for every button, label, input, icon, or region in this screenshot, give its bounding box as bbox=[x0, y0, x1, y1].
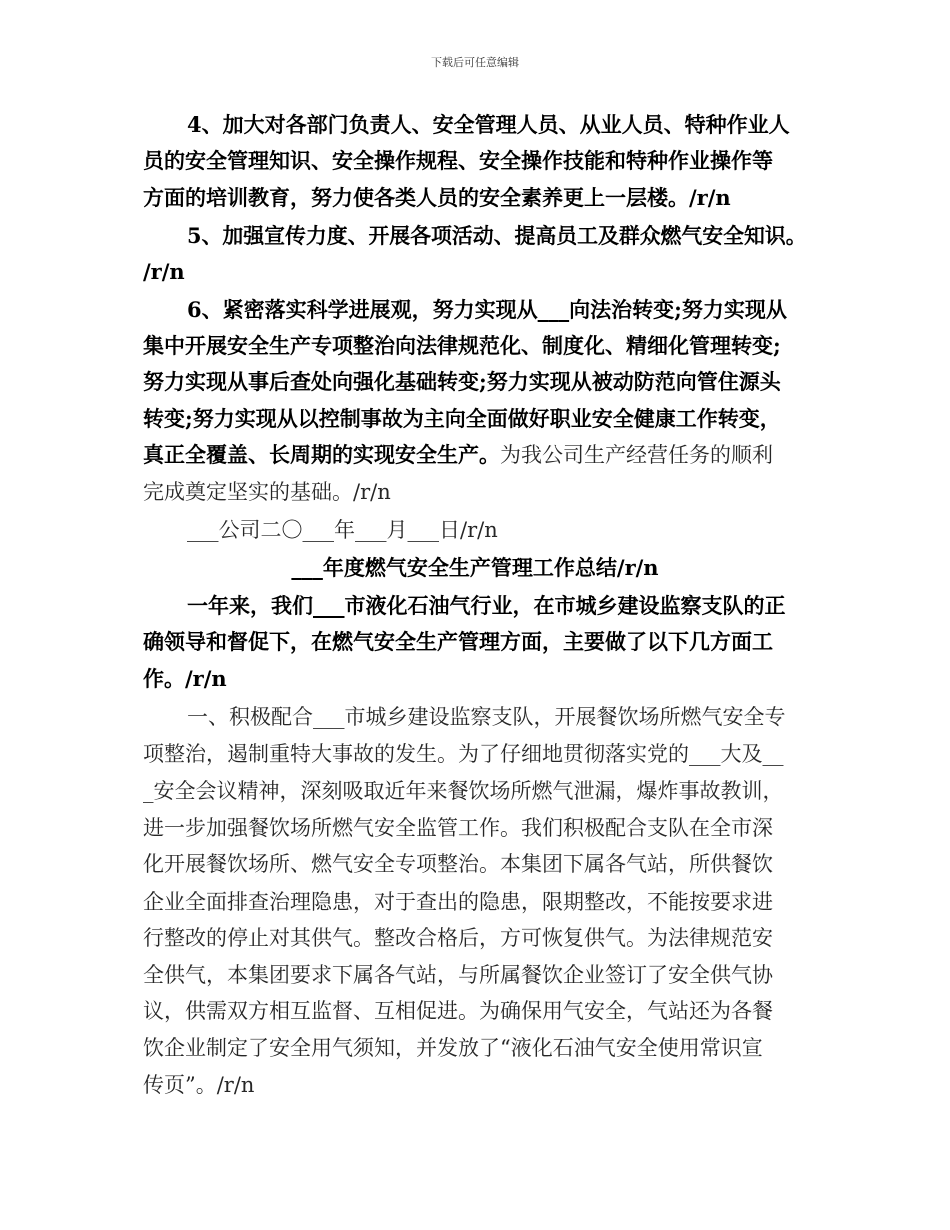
text-line-content: 企业全面排查治理隐患，对于查出的隐患，限期整改，不能按要求进 bbox=[143, 890, 773, 914]
text-line-content: 传页”。/r/n bbox=[143, 1073, 255, 1097]
text-line bbox=[143, 180, 731, 216]
text-line-content: 努力实现从事后查处向强化基础转变;努力实现从被动防范向管住源头 bbox=[143, 369, 781, 394]
text-line bbox=[143, 364, 781, 400]
text-line-content: ___年度燃气安全生产管理工作总结/r/n bbox=[291, 555, 659, 580]
text-line bbox=[187, 292, 787, 328]
text-line-content: 化开展餐饮场所、燃气安全专项整治。本集团下属各气站，所供餐饮 bbox=[143, 852, 773, 876]
text-line bbox=[187, 218, 807, 254]
text-line-content: 方面的培训教育，努力使各类人员的安全素养更上一层楼。/r/n bbox=[143, 185, 731, 210]
text-line-content: 确领导和督促下，在燃气安全生产管理方面，主要做了以下几方面工 bbox=[143, 629, 773, 654]
text-line-content: _安全会议精神，深刻吸取近年来餐饮场所燃气泄漏，爆炸事故教训， bbox=[143, 779, 784, 803]
text-line bbox=[143, 254, 185, 290]
text-line-content: 真正全覆盖、长周期的实现安全生产。 bbox=[143, 442, 500, 467]
text-line bbox=[143, 437, 773, 473]
text-line-content: 项整治，遏制重特大事故的发生。为了仔细地贯彻落实党的___大及__ bbox=[143, 742, 784, 766]
text-line-content: 6、紧密落实科学进展观，努力实现从___向法治转变;努力实现从 bbox=[187, 297, 787, 322]
text-line bbox=[143, 846, 773, 882]
text-line-content: 全供气，本集团要求下属各气站，与所属餐饮企业签订了安全供气协 bbox=[143, 963, 773, 987]
text-line-tail: 为我公司生产经营任务的顺利 bbox=[500, 443, 773, 467]
text-line-content: 完成奠定坚实的基础。/r/n bbox=[143, 480, 391, 504]
text-line bbox=[143, 1067, 254, 1103]
text-line bbox=[143, 957, 773, 993]
text-line bbox=[143, 773, 784, 809]
text-line-content: 一、积极配合___市城乡建设监察支队，开展餐饮场所燃气安全专 bbox=[187, 705, 786, 729]
text-line bbox=[143, 810, 773, 846]
text-line bbox=[187, 588, 786, 624]
text-line bbox=[187, 699, 786, 735]
text-line bbox=[143, 884, 773, 920]
text-line-content: 集中开展安全生产专项整治向法律规范化、制度化、精细化管理转变; bbox=[143, 333, 781, 358]
text-line-content: 议，供需双方相互监督、互相促进。为确保用气安全，气站还为各餐 bbox=[143, 999, 773, 1023]
text-line bbox=[143, 736, 784, 772]
text-line-content: 4、加大对各部门负责人、安全管理人员、从业人员、特种作业人 bbox=[187, 112, 790, 137]
text-line-content: /r/n bbox=[143, 259, 185, 284]
text-line bbox=[0, 550, 950, 586]
text-line bbox=[143, 993, 773, 1029]
text-line-content: 行整改的停止对其供气。整改合格后，方可恢复供气。为法律规范安 bbox=[143, 926, 773, 950]
text-line bbox=[143, 1030, 763, 1066]
text-line bbox=[187, 107, 790, 143]
text-line-content: 员的安全管理知识、安全操作规程、安全操作技能和特种作业操作等 bbox=[143, 148, 773, 173]
text-line bbox=[143, 474, 391, 510]
page-header: 下载后可任意编辑 bbox=[431, 56, 519, 69]
text-line-content: 作。/r/n bbox=[143, 666, 227, 691]
text-line-content: 一年来，我们___市液化石油气行业，在市城乡建设监察支队的正 bbox=[187, 593, 786, 618]
text-line-content: 饮企业制定了安全用气须知，并发放了“液化石油气安全使用常识宣 bbox=[143, 1036, 763, 1060]
text-line-content: 转变;努力实现从以控制事故为主向全面做好职业安全健康工作转变， bbox=[143, 406, 781, 431]
text-line bbox=[143, 624, 773, 660]
text-line-content: 进一步加强餐饮场所燃气安全监管工作。我们积极配合支队在全市深 bbox=[143, 816, 773, 840]
text-line bbox=[187, 512, 498, 548]
text-line bbox=[143, 328, 781, 364]
text-line bbox=[143, 661, 227, 697]
text-line bbox=[143, 143, 773, 179]
text-line-content: 5、加强宣传力度、开展各项活动、提高员工及群众燃气安全知识。 bbox=[187, 223, 807, 248]
text-line bbox=[143, 401, 781, 437]
text-line-content: ___公司二〇___年___月___日/r/n bbox=[187, 518, 498, 542]
text-line bbox=[143, 920, 773, 956]
